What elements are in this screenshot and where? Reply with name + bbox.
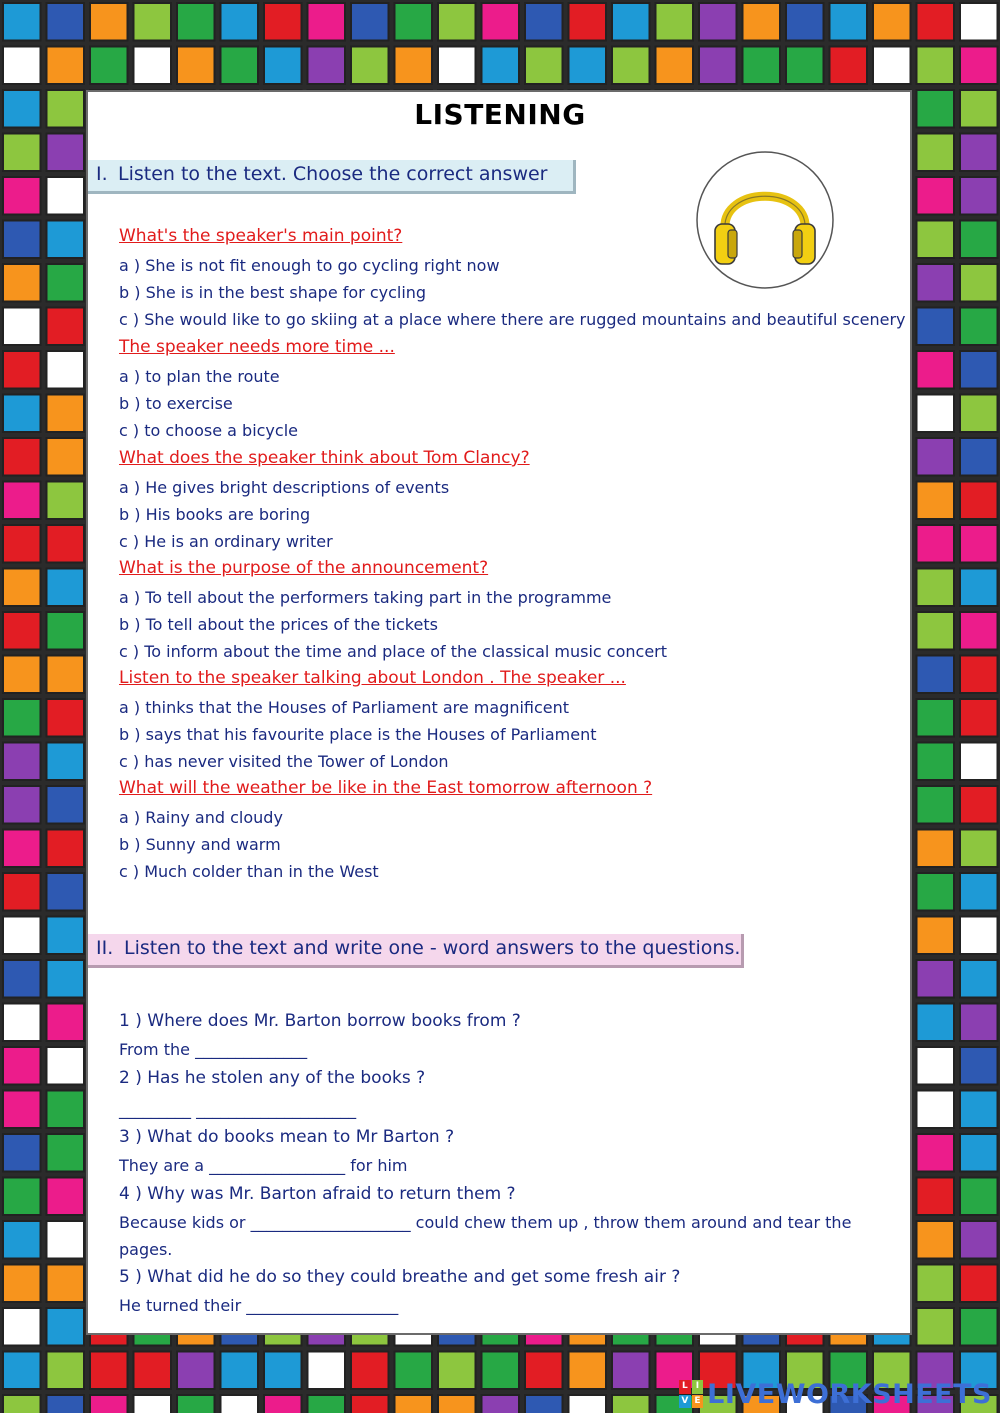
border-tile	[830, 3, 868, 41]
mc-question: Listen to the speaker talking about London . The speaker ...	[119, 668, 626, 688]
border-tile	[438, 47, 476, 85]
open-question: 2 ) Has he stolen any of the books ?	[119, 1068, 426, 1088]
border-tile	[177, 1395, 215, 1413]
border-tile	[960, 3, 998, 41]
border-tile	[569, 1395, 607, 1413]
border-tile	[308, 3, 346, 41]
border-tile	[47, 438, 85, 476]
part1-number: I.	[96, 163, 108, 185]
border-tile	[47, 1178, 85, 1216]
border-tile	[960, 1134, 998, 1172]
border-tile	[917, 612, 955, 650]
border-tile	[134, 3, 172, 41]
border-tile	[917, 1178, 955, 1216]
border-tile	[612, 47, 650, 85]
border-tile	[3, 1004, 41, 1042]
border-tile	[960, 525, 998, 563]
mc-option[interactable]: c ) Much colder than in the West	[119, 862, 379, 881]
mc-option[interactable]: c ) has never visited the Tower of London	[119, 752, 449, 771]
border-tile	[917, 221, 955, 259]
border-tile	[47, 743, 85, 781]
open-question: 4 ) Why was Mr. Barton afraid to return them ?	[119, 1184, 516, 1204]
answer-line[interactable]: From the ______________	[119, 1040, 308, 1059]
border-tile	[90, 1352, 128, 1390]
border-tile	[47, 351, 85, 389]
border-tile	[960, 873, 998, 911]
border-tile	[960, 1265, 998, 1303]
open-question: 3 ) What do books mean to Mr Barton ?	[119, 1127, 455, 1147]
border-tile	[90, 1395, 128, 1413]
border-tile	[3, 47, 41, 85]
border-tile	[3, 3, 41, 41]
border-tile	[482, 1395, 520, 1413]
border-tile	[960, 699, 998, 737]
border-tile	[3, 1308, 41, 1346]
border-tile	[47, 177, 85, 215]
border-tile	[917, 482, 955, 520]
border-tile	[47, 3, 85, 41]
brand-logo-letter: I	[692, 1380, 704, 1394]
open-question: 5 ) What did he do so they could breathe and get some fresh air ?	[119, 1267, 681, 1287]
border-tile	[395, 3, 433, 41]
border-tile	[917, 134, 955, 172]
border-tile	[308, 47, 346, 85]
border-tile	[917, 873, 955, 911]
border-tile	[917, 438, 955, 476]
border-tile	[47, 1265, 85, 1303]
border-tile	[3, 177, 41, 215]
border-tile	[917, 699, 955, 737]
border-tile	[438, 1395, 476, 1413]
border-tile	[438, 1352, 476, 1390]
border-tile	[525, 3, 563, 41]
border-tile	[47, 917, 85, 955]
mc-option[interactable]: a ) She is not fit enough to go cycling right now	[119, 256, 500, 275]
border-tile	[47, 873, 85, 911]
border-tile	[3, 699, 41, 737]
border-tile	[482, 47, 520, 85]
border-tile	[3, 612, 41, 650]
border-tile	[308, 1352, 346, 1390]
border-tile	[917, 351, 955, 389]
border-tile	[351, 1352, 389, 1390]
mc-question: What does the speaker think about Tom Clancy?	[119, 448, 530, 468]
border-tile	[47, 656, 85, 694]
border-tile	[3, 1178, 41, 1216]
border-tile	[47, 1395, 85, 1413]
border-tile	[960, 482, 998, 520]
border-tile	[3, 1047, 41, 1085]
border-tile	[3, 438, 41, 476]
part2-heading	[88, 934, 744, 968]
border-tile	[3, 308, 41, 346]
border-tile	[3, 873, 41, 911]
border-tile	[569, 47, 607, 85]
border-tile	[134, 47, 172, 85]
border-tile	[47, 1091, 85, 1129]
border-tile	[134, 1352, 172, 1390]
border-tile	[3, 482, 41, 520]
border-tile	[47, 1308, 85, 1346]
border-tile	[47, 395, 85, 433]
answer-line[interactable]: _________ ____________________	[119, 1100, 357, 1119]
brand-logo-letter: V	[679, 1395, 691, 1409]
border-tile	[47, 47, 85, 85]
border-tile	[3, 264, 41, 302]
headphones-icon	[695, 150, 835, 290]
mc-option[interactable]: c ) to choose a bicycle	[119, 421, 298, 440]
answer-line-continued: pages.	[119, 1240, 173, 1259]
border-tile	[3, 1395, 41, 1413]
mc-option[interactable]: a ) thinks that the Houses of Parliament are magnificent	[119, 698, 570, 717]
border-tile	[917, 1004, 955, 1042]
liveworksheets-brand	[679, 1378, 992, 1410]
border-tile	[47, 1221, 85, 1259]
border-tile	[47, 1352, 85, 1390]
mc-option[interactable]: b ) says that his favourite place is the Houses of Parliament	[119, 725, 597, 744]
border-tile	[960, 1178, 998, 1216]
border-tile	[3, 525, 41, 563]
border-tile	[351, 1395, 389, 1413]
border-tile	[917, 569, 955, 607]
brand-logo-letter: L	[679, 1380, 691, 1394]
border-tile	[960, 917, 998, 955]
border-tile	[960, 308, 998, 346]
border-tile	[917, 656, 955, 694]
brand-text: LIVEWORKSHEETS	[707, 1378, 992, 1410]
border-tile	[960, 830, 998, 868]
border-tile	[221, 3, 259, 41]
border-tile	[743, 47, 781, 85]
border-tile	[47, 134, 85, 172]
border-tile	[960, 351, 998, 389]
border-tile	[917, 786, 955, 824]
border-tile	[47, 699, 85, 737]
border-tile	[917, 264, 955, 302]
border-tile	[569, 1352, 607, 1390]
border-tile	[699, 47, 737, 85]
answer-line[interactable]: They are a _________________ for him	[119, 1156, 408, 1175]
border-tile	[960, 1047, 998, 1085]
mc-option[interactable]: b ) To tell about the prices of the tickets	[119, 615, 438, 634]
border-tile	[47, 612, 85, 650]
border-tile	[3, 569, 41, 607]
border-tile	[873, 47, 911, 85]
border-tile	[960, 1308, 998, 1346]
border-tile	[873, 3, 911, 41]
border-tile	[917, 1091, 955, 1129]
border-tile	[960, 177, 998, 215]
border-tile	[47, 1004, 85, 1042]
border-tile	[917, 1047, 955, 1085]
border-tile	[960, 1091, 998, 1129]
border-tile	[3, 917, 41, 955]
part1-heading-text: Listen to the text. Choose the correct answer	[118, 163, 548, 185]
border-tile	[438, 3, 476, 41]
border-tile	[960, 264, 998, 302]
mc-question: What's the speaker's main point?	[119, 226, 403, 246]
border-tile	[656, 47, 694, 85]
mc-option[interactable]: a ) To tell about the performers taking part in the programme	[119, 588, 612, 607]
border-tile	[960, 612, 998, 650]
border-tile	[177, 47, 215, 85]
border-tile	[482, 3, 520, 41]
border-tile	[525, 47, 563, 85]
border-tile	[3, 1221, 41, 1259]
border-tile	[612, 1352, 650, 1390]
mc-option[interactable]: b ) Sunny and warm	[119, 835, 281, 854]
border-tile	[47, 221, 85, 259]
border-tile	[264, 47, 302, 85]
border-tile	[134, 1395, 172, 1413]
border-tile	[917, 525, 955, 563]
border-tile	[960, 395, 998, 433]
border-tile	[3, 395, 41, 433]
mc-option[interactable]: b ) She is in the best shape for cycling	[119, 283, 427, 302]
border-tile	[221, 1395, 259, 1413]
border-tile	[90, 3, 128, 41]
border-tile	[395, 47, 433, 85]
border-tile	[3, 960, 41, 998]
brand-logo-icon	[679, 1380, 703, 1408]
open-question: 1 ) Where does Mr. Barton borrow books from ?	[119, 1011, 521, 1031]
border-tile	[960, 656, 998, 694]
border-tile	[917, 1134, 955, 1172]
border-tile	[3, 351, 41, 389]
mc-option[interactable]: a ) He gives bright descriptions of events	[119, 478, 450, 497]
mc-option[interactable]: a ) to plan the route	[119, 367, 280, 386]
mc-question: What will the weather be like in the East tomorrow afternoon ?	[119, 778, 653, 798]
border-tile	[960, 960, 998, 998]
border-tile	[47, 1047, 85, 1085]
mc-option[interactable]: c ) She would like to go skiing at a place where there are rugged mountains and beautiful scenery	[119, 310, 906, 329]
border-tile	[569, 3, 607, 41]
border-tile	[90, 47, 128, 85]
part2-heading-text: Listen to the text and write one - word answers to the questions.	[124, 937, 741, 959]
border-tile	[960, 221, 998, 259]
border-tile	[351, 47, 389, 85]
border-tile	[960, 1221, 998, 1259]
border-tile	[47, 830, 85, 868]
mc-option[interactable]: a ) Rainy and cloudy	[119, 808, 283, 827]
border-tile	[786, 47, 824, 85]
border-tile	[917, 308, 955, 346]
border-tile	[3, 134, 41, 172]
border-tile	[960, 1004, 998, 1042]
answer-line[interactable]: Because kids or ____________________ could chew them up , throw them around and tear the	[119, 1213, 852, 1232]
border-tile	[395, 1352, 433, 1390]
border-tile	[3, 656, 41, 694]
border-tile	[47, 482, 85, 520]
border-tile	[917, 830, 955, 868]
border-tile	[221, 1352, 259, 1390]
border-tile	[917, 177, 955, 215]
mc-question: What is the purpose of the announcement?	[119, 558, 489, 578]
answer-line[interactable]: He turned their ___________________	[119, 1296, 399, 1315]
border-tile	[47, 1134, 85, 1172]
border-tile	[917, 960, 955, 998]
border-tile	[917, 395, 955, 433]
border-tile	[264, 1395, 302, 1413]
border-tile	[47, 525, 85, 563]
brand-logo-letter: E	[692, 1395, 704, 1409]
border-tile	[917, 1221, 955, 1259]
border-tile	[3, 1265, 41, 1303]
border-tile	[960, 743, 998, 781]
border-tile	[3, 1352, 41, 1390]
border-tile	[177, 1352, 215, 1390]
border-tile	[3, 830, 41, 868]
border-tile	[47, 308, 85, 346]
part2-number: II.	[96, 937, 114, 959]
border-tile	[308, 1395, 346, 1413]
border-tile	[395, 1395, 433, 1413]
border-tile	[3, 1091, 41, 1129]
mc-option[interactable]: c ) He is an ordinary writer	[119, 532, 333, 551]
border-tile	[612, 1395, 650, 1413]
border-tile	[960, 134, 998, 172]
border-tile	[482, 1352, 520, 1390]
page-title: LISTENING	[414, 98, 586, 131]
border-tile	[960, 47, 998, 85]
mc-option[interactable]: b ) His books are boring	[119, 505, 311, 524]
border-tile	[264, 1352, 302, 1390]
border-tile	[351, 3, 389, 41]
border-tile	[917, 3, 955, 41]
border-tile	[960, 438, 998, 476]
border-tile	[3, 743, 41, 781]
border-tile	[786, 3, 824, 41]
mc-question: The speaker needs more time ...	[119, 337, 395, 357]
border-tile	[525, 1352, 563, 1390]
border-tile	[525, 1395, 563, 1413]
border-tile	[47, 960, 85, 998]
border-tile	[3, 786, 41, 824]
border-tile	[917, 47, 955, 85]
border-tile	[3, 1134, 41, 1172]
border-tile	[47, 264, 85, 302]
border-tile	[656, 3, 694, 41]
border-tile	[917, 1308, 955, 1346]
border-tile	[47, 569, 85, 607]
border-tile	[264, 3, 302, 41]
border-tile	[917, 743, 955, 781]
mc-option[interactable]: b ) to exercise	[119, 394, 233, 413]
part1-heading	[88, 160, 576, 194]
border-tile	[699, 3, 737, 41]
border-tile	[743, 3, 781, 41]
border-tile	[917, 917, 955, 955]
border-tile	[830, 47, 868, 85]
border-tile	[612, 3, 650, 41]
mc-option[interactable]: c ) To inform about the time and place of the classical music concert	[119, 642, 668, 661]
border-tile	[960, 786, 998, 824]
border-tile	[47, 786, 85, 824]
border-tile	[3, 221, 41, 259]
border-tile	[177, 3, 215, 41]
border-tile	[960, 569, 998, 607]
border-tile	[917, 1265, 955, 1303]
border-tile	[221, 47, 259, 85]
